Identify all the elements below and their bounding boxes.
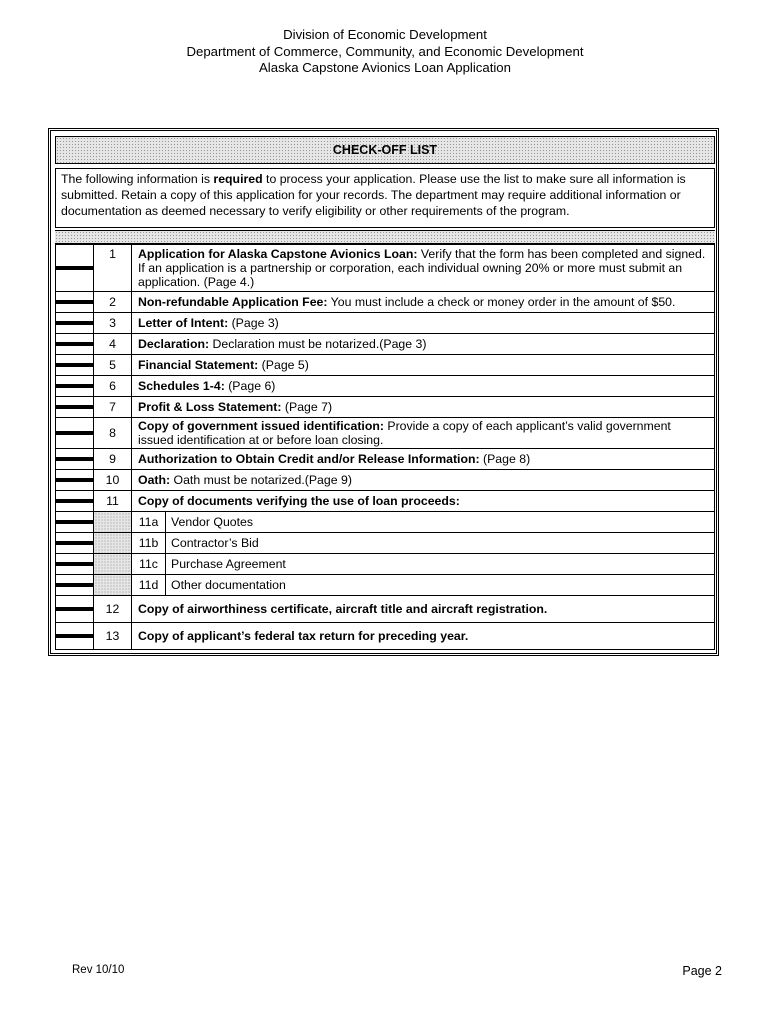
header-department: Department of Commerce, Community, and Economic Development (186, 43, 584, 59)
checklist-row (56, 334, 715, 355)
intro-text-start: The following information is (61, 172, 214, 186)
subitem-number: 11a (132, 512, 166, 533)
checkbox-item-11a[interactable] (56, 520, 93, 524)
subitem-description: Contractor’s Bid (166, 533, 715, 554)
checkbox-item-2[interactable] (56, 300, 93, 304)
item-description: Financial Statement: (Page 5) (132, 355, 715, 376)
checklist-row (56, 418, 715, 449)
shaded-cell (94, 533, 132, 554)
checklist-intro (55, 168, 715, 228)
checklist-subrow (56, 512, 715, 533)
item-number: 3 (94, 313, 132, 334)
item-number: 8 (94, 418, 132, 449)
intro-text-end: to process your application. Please use the list to make sure all information is submitted. Retain a copy of this application for your records. The department may require additional information or documentation as deemed necessary to verify eligibility or other requirements of the program. (61, 172, 686, 218)
shaded-cell (94, 512, 132, 533)
item-number: 10 (94, 470, 132, 491)
item-description: Profit & Loss Statement: (Page 7) (132, 397, 715, 418)
shaded-divider (55, 230, 715, 244)
document-header (0, 27, 770, 77)
checklist-row (56, 292, 715, 313)
checklist-table (55, 244, 715, 650)
item-description: Authorization to Obtain Credit and/or Release Information: (Page 8) (132, 449, 715, 470)
intro-required: required (213, 172, 263, 186)
checklist-row (56, 397, 715, 418)
item-number: 9 (94, 449, 132, 470)
item-description: Declaration: Declaration must be notarized.(Page 3) (132, 334, 715, 355)
shaded-cell (94, 575, 132, 596)
checklist-title-text: CHECK-OFF LIST (332, 143, 438, 157)
checkbox-item-11b[interactable] (56, 541, 93, 545)
checkbox-item-4[interactable] (56, 342, 93, 346)
checkbox-item-12[interactable] (56, 607, 93, 611)
checklist-title (55, 136, 715, 164)
item-number: 11 (94, 491, 132, 512)
subitem-number: 11d (132, 575, 166, 596)
checkbox-item-10[interactable] (56, 478, 93, 482)
revision-label: Rev 10/10 (72, 964, 125, 976)
item-description: Schedules 1-4: (Page 6) (132, 376, 715, 397)
checklist-row (56, 376, 715, 397)
checklist-row (56, 245, 715, 292)
subitem-number: 11b (132, 533, 166, 554)
checklist-row (56, 596, 715, 623)
checkbox-item-3[interactable] (56, 321, 93, 325)
item-number: 13 (94, 623, 132, 650)
item-description: Application for Alaska Capstone Avionics Loan: Verify that the form has been completed and signed. If an application is a partnership or corporation, each individual owning 20% or more must submit an application. (Page 4.) (132, 245, 715, 292)
item-number: 5 (94, 355, 132, 376)
item-description: Non-refundable Application Fee: You must include a check or money order in the amount of $50. (132, 292, 715, 313)
item-description: Copy of applicant’s federal tax return for preceding year. (132, 623, 715, 650)
checkbox-item-11c[interactable] (56, 562, 93, 566)
item-description: Copy of government issued identification: Provide a copy of each applicant’s valid government issued identification at or before loan closing. (132, 418, 715, 449)
header-application-title: Alaska Capstone Avionics Loan Application (259, 60, 511, 75)
checkbox-item-1[interactable] (56, 266, 93, 270)
checkbox-item-11[interactable] (56, 499, 93, 503)
item-description: Copy of airworthiness certificate, aircraft title and aircraft registration. (132, 596, 715, 623)
item-number: 1 (94, 245, 132, 292)
item-description: Oath: Oath must be notarized.(Page 9) (132, 470, 715, 491)
item-description: Copy of documents verifying the use of loan proceeds: (132, 491, 715, 512)
checkbox-item-13[interactable] (56, 634, 93, 638)
checklist-subrow (56, 575, 715, 596)
checkbox-item-8[interactable] (56, 431, 93, 435)
checkbox-item-9[interactable] (56, 457, 93, 461)
item-number: 7 (94, 397, 132, 418)
checkbox-item-11d[interactable] (56, 583, 93, 587)
subitem-description: Vendor Quotes (166, 512, 715, 533)
item-description: Letter of Intent: (Page 3) (132, 313, 715, 334)
checklist-row (56, 491, 715, 512)
checkbox-item-5[interactable] (56, 363, 93, 367)
checklist-row (56, 449, 715, 470)
shaded-cell (94, 554, 132, 575)
item-number: 2 (94, 292, 132, 313)
checklist-row (56, 355, 715, 376)
item-number: 12 (94, 596, 132, 623)
subitem-number: 11c (132, 554, 166, 575)
checklist-subrow (56, 533, 715, 554)
header-division: Division of Economic Development (283, 27, 487, 42)
checklist-subrow (56, 554, 715, 575)
checklist-row (56, 313, 715, 334)
item-number: 4 (94, 334, 132, 355)
checklist-row (56, 470, 715, 491)
checkbox-item-6[interactable] (56, 384, 93, 388)
page-number: Page 2 (682, 964, 722, 978)
subitem-description: Other documentation (166, 575, 715, 596)
subitem-description: Purchase Agreement (166, 554, 715, 575)
checkbox-item-7[interactable] (56, 405, 93, 409)
checklist-row (56, 623, 715, 650)
item-number: 6 (94, 376, 132, 397)
